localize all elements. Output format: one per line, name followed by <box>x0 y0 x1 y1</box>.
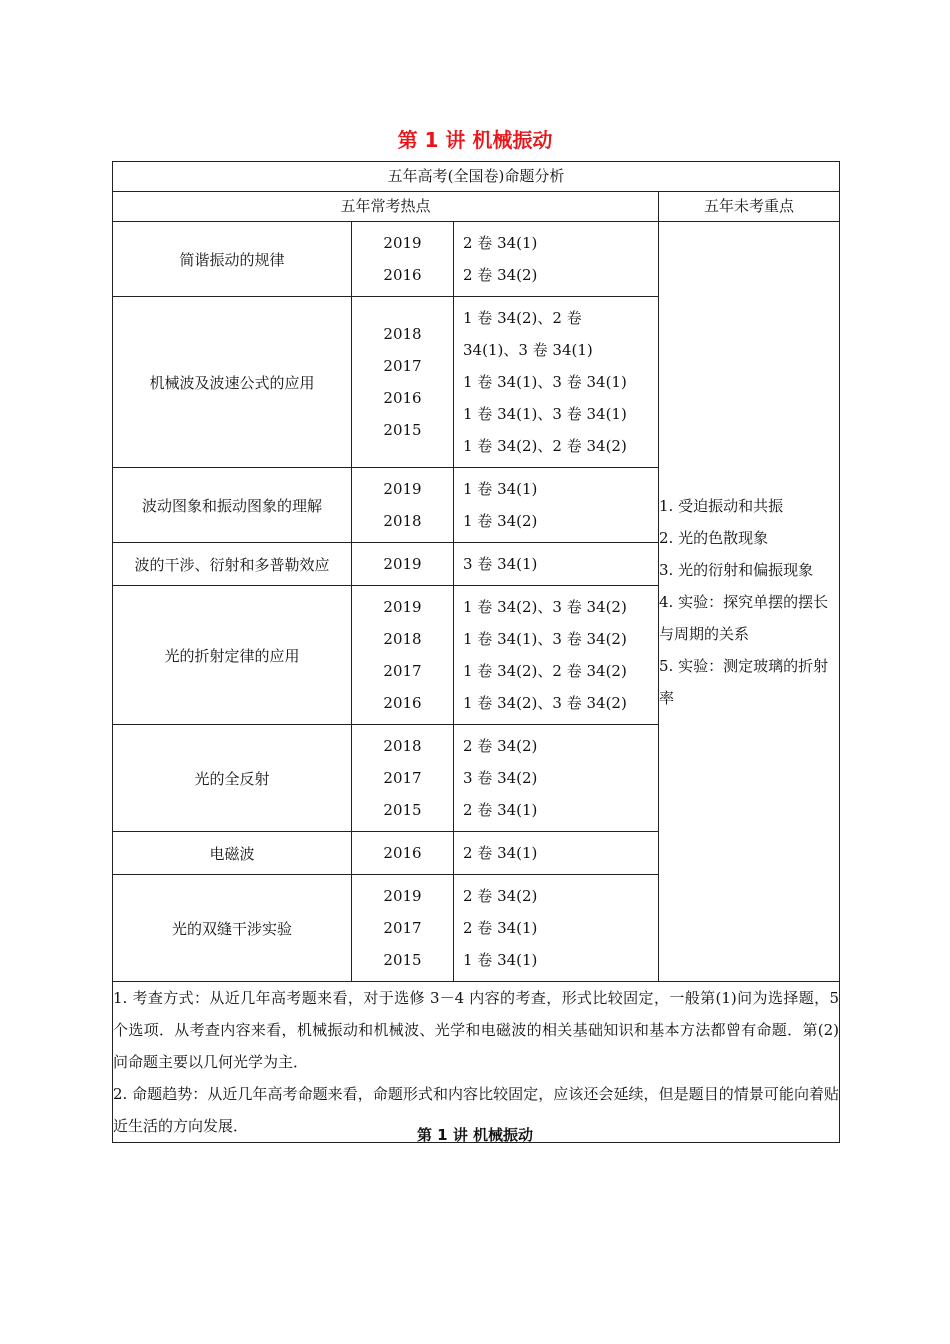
year-label: 2016 <box>383 389 422 407</box>
exam-entry: 1 卷 34(2)、2 卷 34(2) <box>463 437 627 455</box>
topic-cell: 机械波及波速公式的应用 <box>113 297 352 468</box>
notes-row <box>113 982 840 1143</box>
topic-cell: 波的干涉、衍射和多普勒效应 <box>113 543 352 586</box>
year-label: 2019 <box>383 887 422 905</box>
exam-entry: 1 卷 34(1) <box>463 480 538 498</box>
years-cell <box>352 543 454 586</box>
exam-entries-cell <box>454 586 659 725</box>
year-label: 2017 <box>383 662 422 680</box>
years-cell <box>352 875 454 982</box>
exam-entry: 2 卷 34(1) <box>463 801 538 819</box>
year-label: 2018 <box>383 737 422 755</box>
years-cell <box>352 297 454 468</box>
page-title: 第 1 讲 机械振动 <box>397 128 553 152</box>
focus-item: 4. 实验：探究单摆的摆长与周期的关系 <box>659 592 829 643</box>
section-heading: 第 1 讲 机械振动 <box>416 1126 534 1144</box>
exam-entry: 1 卷 34(1)、3 卷 34(1) <box>463 405 627 423</box>
note-paragraph: 1. 考查方式：从近几年高考题来看，对于选修 3－4 内容的考查，形式比较固定，一般第(1)问为选择题，5 个选项．从考查内容来看，机械振动和机械波、光学和电磁波的相关基础知识和基本方法都曾有命题．第(2)问命题主要以几何光学为主． <box>113 989 840 1071</box>
year-label: 2015 <box>383 951 422 969</box>
year-label: 2016 <box>383 694 422 712</box>
exam-entries-cell <box>454 725 659 832</box>
exam-entry: 2 卷 34(1) <box>463 844 538 862</box>
exam-entries-cell <box>454 222 659 297</box>
topic-cell: 波动图象和振动图象的理解 <box>113 468 352 543</box>
analysis-notes <box>113 982 840 1143</box>
focus-item: 2. 光的色散现象 <box>659 528 769 547</box>
exam-entry: 3 卷 34(1) <box>463 555 538 573</box>
year-label: 2018 <box>383 512 422 530</box>
exam-entry: 1 卷 34(2)、3 卷 34(2) <box>463 694 627 712</box>
exam-entries-cell <box>454 875 659 982</box>
year-label: 2016 <box>383 266 422 284</box>
table-row <box>113 222 840 297</box>
exam-entry: 2 卷 34(2) <box>463 266 538 284</box>
column-missing-topics: 五年未考重点 <box>659 192 840 222</box>
year-label: 2019 <box>383 598 422 616</box>
exam-entry: 2 卷 34(1) <box>463 234 538 252</box>
year-label: 2018 <box>383 325 422 343</box>
focus-item: 3. 光的衍射和偏振现象 <box>659 560 814 579</box>
topic-cell: 电磁波 <box>113 832 352 875</box>
exam-entry: 1 卷 34(2)、3 卷 34(2) <box>463 598 627 616</box>
exam-entry: 3 卷 34(2) <box>463 769 538 787</box>
missing-focus-cell <box>659 222 840 982</box>
years-cell <box>352 586 454 725</box>
years-cell <box>352 468 454 543</box>
exam-entry: 2 卷 34(1) <box>463 919 538 937</box>
topic-cell: 光的折射定律的应用 <box>113 586 352 725</box>
focus-item: 5. 实验：测定玻璃的折射率 <box>659 656 829 707</box>
year-label: 2016 <box>383 844 422 862</box>
topic-cell: 简谐振动的规律 <box>113 222 352 297</box>
exam-entry: 2 卷 34(2) <box>463 887 538 905</box>
years-cell <box>352 832 454 875</box>
year-label: 2015 <box>383 421 422 439</box>
exam-entries-cell <box>454 543 659 586</box>
topic-cell: 光的双缝干涉实验 <box>113 875 352 982</box>
year-label: 2019 <box>383 555 422 573</box>
exam-entry: 2 卷 34(2) <box>463 737 538 755</box>
exam-entry: 1 卷 34(1)、3 卷 34(2) <box>463 630 627 648</box>
exam-entries-cell <box>454 832 659 875</box>
topic-cell: 光的全反射 <box>113 725 352 832</box>
exam-entries-cell <box>454 468 659 543</box>
table-header: 五年高考(全国卷)命题分析 <box>113 162 840 192</box>
year-label: 2017 <box>383 769 422 787</box>
exam-entry: 1 卷 34(2) <box>463 512 538 530</box>
year-label: 2017 <box>383 919 422 937</box>
year-label: 2018 <box>383 630 422 648</box>
years-cell <box>352 725 454 832</box>
exam-entries-cell <box>454 297 659 468</box>
years-cell <box>352 222 454 297</box>
year-label: 2015 <box>383 801 422 819</box>
year-label: 2017 <box>383 357 422 375</box>
exam-entry: 1 卷 34(1) <box>463 951 538 969</box>
exam-entry: 1 卷 34(2)、2 卷 34(2) <box>463 662 627 680</box>
exam-entry: 1 卷 34(1)、3 卷 34(1) <box>463 373 627 391</box>
analysis-table <box>112 161 840 1143</box>
column-hot-topics: 五年常考热点 <box>113 192 659 222</box>
exam-entry: 34(1)、3 卷 34(1) <box>463 341 593 359</box>
focus-item: 1. 受迫振动和共振 <box>659 496 784 515</box>
exam-entry: 1 卷 34(2)、2 卷 <box>463 309 582 327</box>
note-paragraph: 2. 命题趋势：从近几年高考命题来看，命题形式和内容比较固定，应该还会延续，但是题目的情景可能向着贴近生活的方向发展． <box>113 1085 840 1135</box>
year-label: 2019 <box>383 480 422 498</box>
year-label: 2019 <box>383 234 422 252</box>
